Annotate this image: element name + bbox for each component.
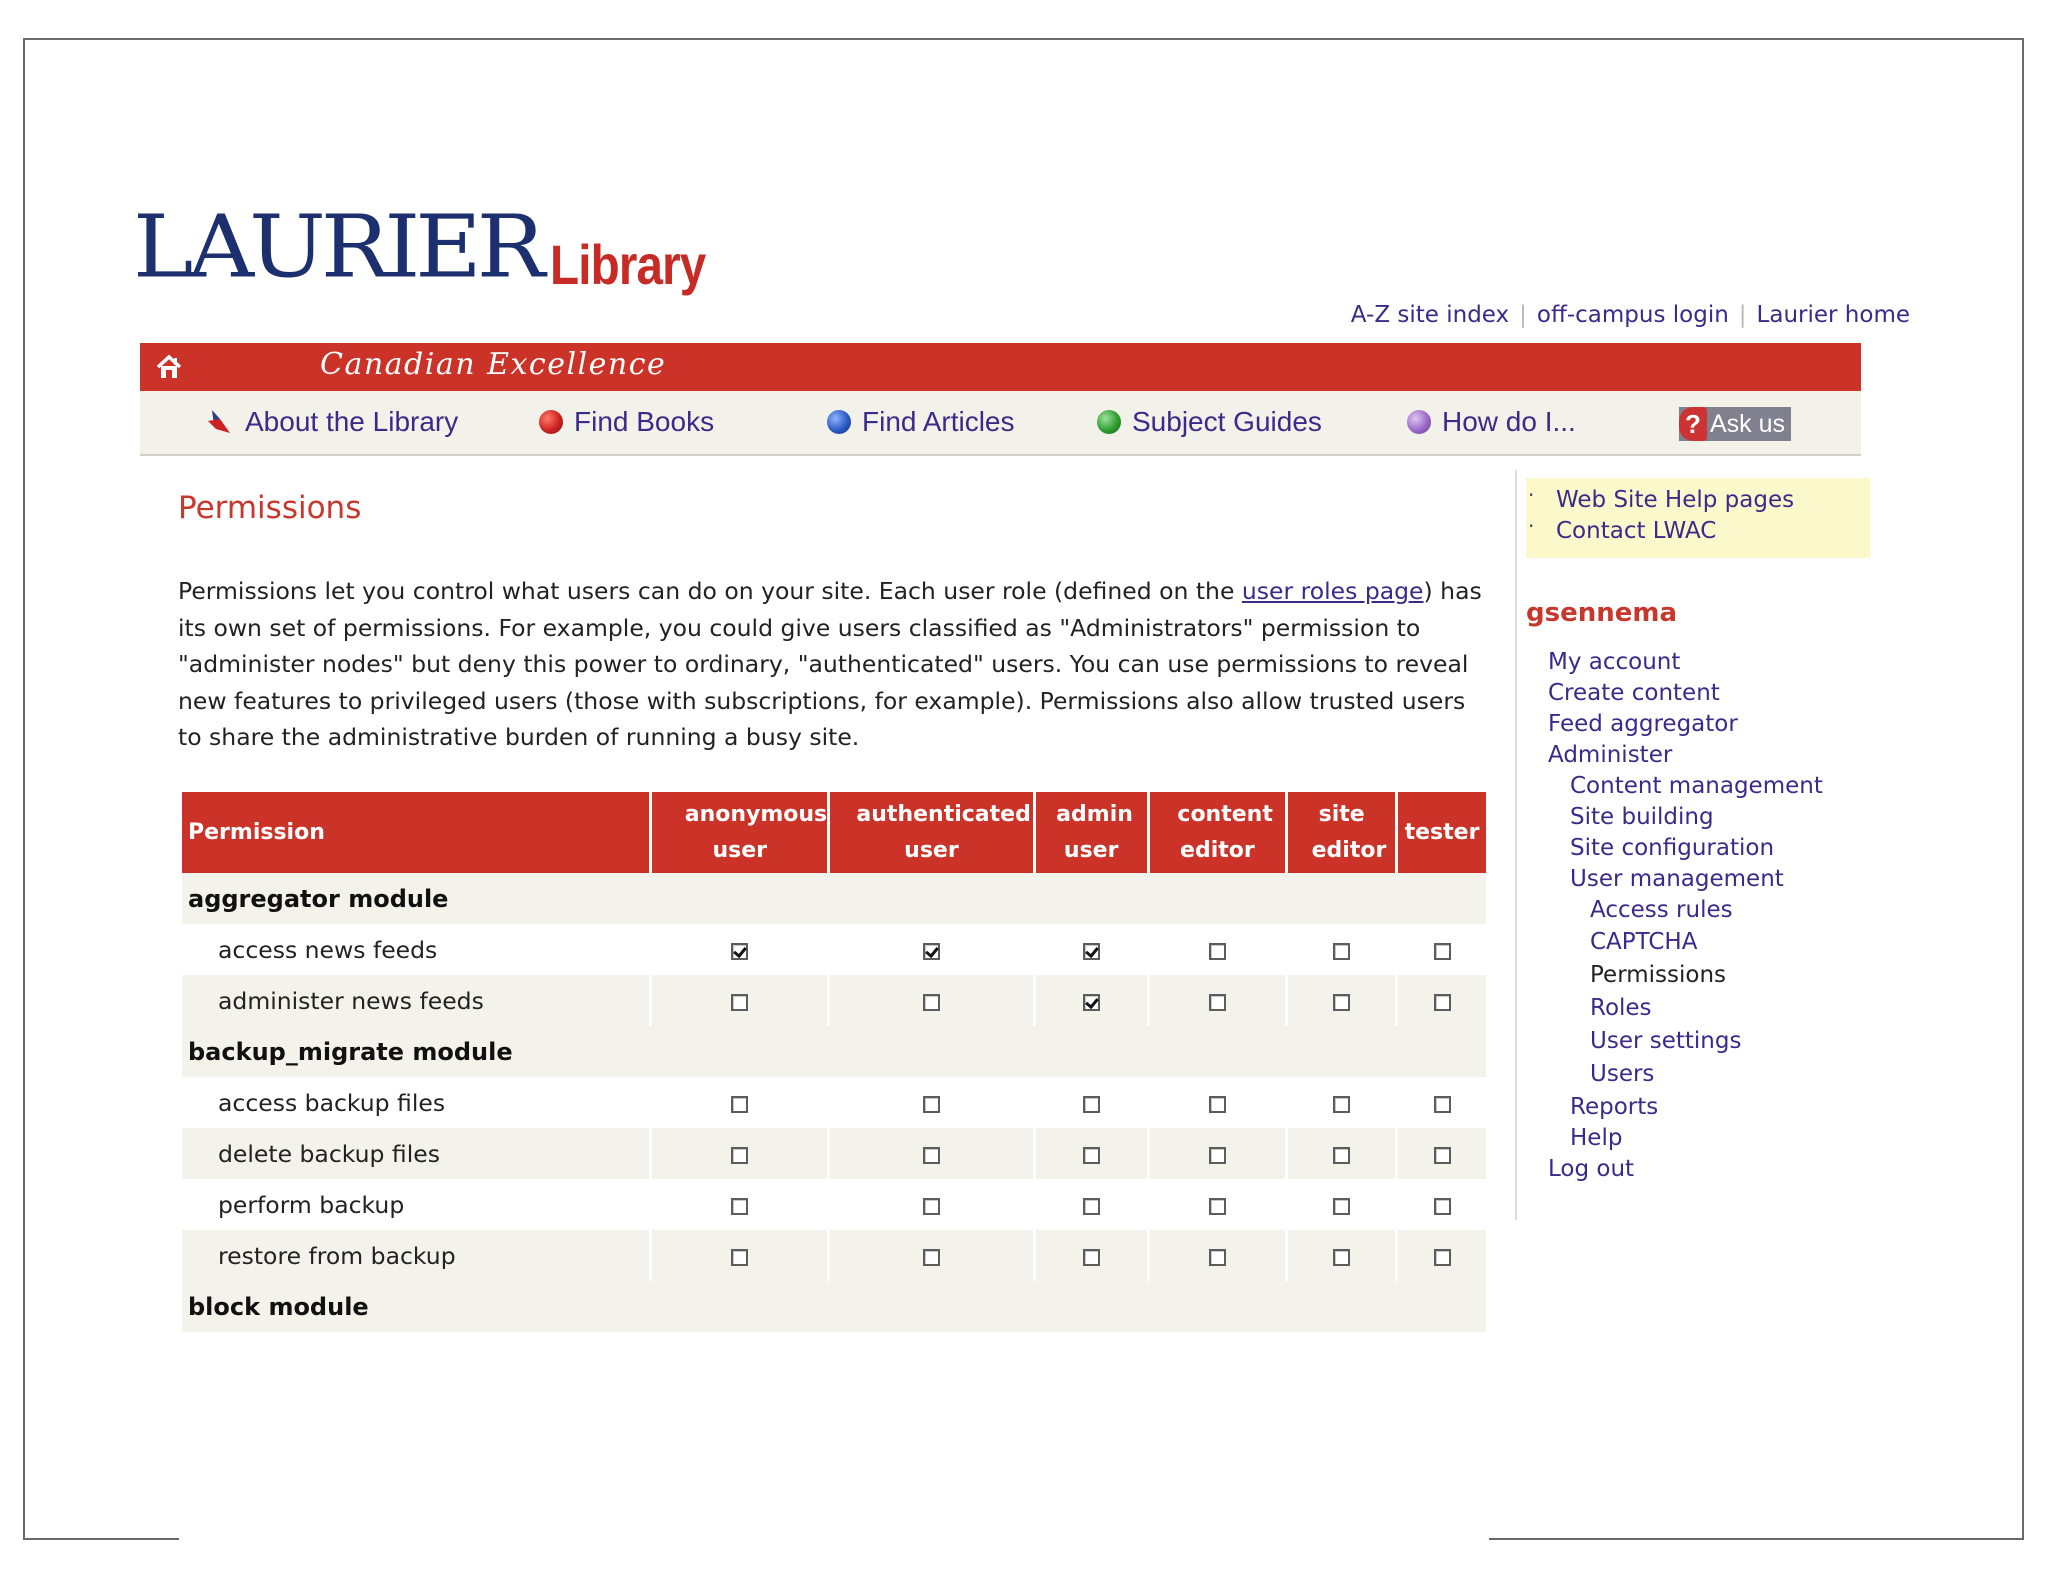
permission-cell bbox=[830, 924, 1033, 975]
bullet-icon: · bbox=[1528, 514, 1535, 538]
table-reflection bbox=[179, 1330, 1489, 1540]
nav-find-books[interactable] bbox=[539, 406, 714, 438]
menu-item-log-out[interactable]: Log out bbox=[1548, 1156, 1635, 1182]
menu-item-site-building[interactable]: Site building bbox=[1570, 804, 1714, 830]
checkbox-admin-user[interactable] bbox=[1083, 1198, 1100, 1215]
checkbox-content-editor[interactable] bbox=[1209, 1249, 1226, 1266]
checkbox-site-editor[interactable] bbox=[1333, 1096, 1350, 1113]
permission-cell bbox=[1398, 1179, 1486, 1230]
menu-item-captcha[interactable]: CAPTCHA bbox=[1590, 929, 1698, 955]
off-campus-login-link[interactable]: off-campus login bbox=[1536, 302, 1729, 328]
checkbox-site-editor[interactable] bbox=[1333, 994, 1350, 1011]
permission-row bbox=[182, 975, 1486, 1026]
checkbox-authenticated-user[interactable] bbox=[923, 943, 940, 960]
checkbox-tester[interactable] bbox=[1434, 1198, 1451, 1215]
nav-subject-guides[interactable] bbox=[1097, 406, 1322, 438]
username-heading: gsennema bbox=[1526, 598, 1678, 628]
permission-cell bbox=[830, 1179, 1033, 1230]
permission-cell bbox=[830, 1230, 1033, 1281]
permission-cell bbox=[652, 1077, 827, 1128]
permission-cell bbox=[1398, 924, 1486, 975]
home-icon[interactable] bbox=[154, 352, 184, 382]
intro-text: Permissions let you control what users can do on your site. Each user role (defined on the bbox=[178, 577, 1242, 605]
permission-cell bbox=[1288, 1230, 1395, 1281]
menu-item-my-account[interactable]: My account bbox=[1548, 649, 1681, 675]
permission-cell bbox=[1036, 1230, 1147, 1281]
utility-links bbox=[1351, 302, 1910, 328]
nav-label: Subject Guides bbox=[1132, 406, 1322, 437]
permission-cell bbox=[1036, 924, 1147, 975]
checkbox-tester[interactable] bbox=[1434, 1096, 1451, 1113]
nav-about-the-library[interactable] bbox=[206, 406, 458, 438]
permission-cell bbox=[830, 975, 1033, 1026]
permission-name: delete backup files bbox=[182, 1128, 649, 1179]
checkbox-anonymous-user[interactable] bbox=[731, 1096, 748, 1113]
library-icon bbox=[206, 407, 234, 437]
column-header-admin-user: admin user bbox=[1036, 792, 1147, 873]
menu-item-create-content[interactable]: Create content bbox=[1548, 680, 1720, 706]
nav-label: Find Articles bbox=[862, 406, 1015, 437]
permission-cell bbox=[1288, 1077, 1395, 1128]
menu-item-content-management[interactable]: Content management bbox=[1570, 773, 1823, 799]
permission-cell bbox=[1150, 1077, 1286, 1128]
checkbox-site-editor[interactable] bbox=[1333, 1198, 1350, 1215]
permission-cell bbox=[1150, 1179, 1286, 1230]
permission-row bbox=[182, 1077, 1486, 1128]
menu-item-users[interactable]: Users bbox=[1590, 1061, 1655, 1087]
nav-find-articles[interactable] bbox=[827, 406, 1015, 438]
module-name: block module bbox=[182, 1281, 1486, 1332]
module-name: aggregator module bbox=[182, 873, 1486, 924]
help-links-box bbox=[1526, 478, 1870, 558]
menu-item-help[interactable]: Help bbox=[1570, 1125, 1623, 1151]
column-header-content-editor: content editor bbox=[1150, 792, 1286, 873]
menu-item-reports[interactable]: Reports bbox=[1570, 1094, 1659, 1120]
checkbox-content-editor[interactable] bbox=[1209, 1096, 1226, 1113]
permission-cell bbox=[1288, 975, 1395, 1026]
table-header-row bbox=[182, 792, 1486, 873]
checkbox-tester[interactable] bbox=[1434, 1147, 1451, 1164]
permission-cell bbox=[1288, 1179, 1395, 1230]
permission-cell bbox=[652, 1128, 827, 1179]
tagline: Canadian Excellence bbox=[320, 347, 667, 382]
checkbox-admin-user[interactable] bbox=[1083, 943, 1100, 960]
menu-item-feed-aggregator[interactable]: Feed aggregator bbox=[1548, 711, 1738, 737]
permission-cell bbox=[1150, 975, 1286, 1026]
permission-cell bbox=[1150, 1128, 1286, 1179]
checkbox-anonymous-user[interactable] bbox=[731, 1249, 748, 1266]
permission-cell bbox=[1398, 1128, 1486, 1179]
permission-cell bbox=[830, 1077, 1033, 1128]
permission-name: restore from backup bbox=[182, 1230, 649, 1281]
nav-how-do-i[interactable] bbox=[1407, 406, 1576, 438]
column-header-anonymous-user: anonymous user bbox=[652, 792, 827, 873]
menu-item-site-configuration[interactable]: Site configuration bbox=[1570, 835, 1775, 861]
checkbox-admin-user[interactable] bbox=[1083, 1249, 1100, 1266]
bullet-icon: · bbox=[1528, 483, 1535, 507]
permission-cell bbox=[1036, 1128, 1147, 1179]
checkbox-site-editor[interactable] bbox=[1333, 1147, 1350, 1164]
module-name: backup_migrate module bbox=[182, 1026, 1486, 1077]
checkbox-content-editor[interactable] bbox=[1209, 1198, 1226, 1215]
column-header-tester: tester bbox=[1398, 792, 1486, 873]
module-row bbox=[182, 1281, 1486, 1332]
checkbox-site-editor[interactable] bbox=[1333, 1249, 1350, 1266]
permission-row bbox=[182, 1128, 1486, 1179]
checkbox-content-editor[interactable] bbox=[1209, 1147, 1226, 1164]
permission-name: administer news feeds bbox=[182, 975, 649, 1026]
permission-cell bbox=[1150, 924, 1286, 975]
page-title: Permissions bbox=[178, 490, 362, 526]
checkbox-anonymous-user[interactable] bbox=[731, 1198, 748, 1215]
nav-label: Find Books bbox=[574, 406, 715, 437]
separator: | bbox=[1519, 302, 1527, 328]
checkbox-content-editor[interactable] bbox=[1209, 994, 1226, 1011]
checkbox-admin-user[interactable] bbox=[1083, 994, 1100, 1011]
permission-cell bbox=[1288, 924, 1395, 975]
checkbox-admin-user[interactable] bbox=[1083, 1147, 1100, 1164]
checkbox-anonymous-user[interactable] bbox=[731, 1147, 748, 1164]
permission-cell bbox=[1288, 1128, 1395, 1179]
checkbox-site-editor[interactable] bbox=[1333, 943, 1350, 960]
checkbox-authenticated-user[interactable] bbox=[923, 1147, 940, 1164]
permission-cell bbox=[652, 924, 827, 975]
module-row bbox=[182, 873, 1486, 924]
checkbox-anonymous-user[interactable] bbox=[731, 943, 748, 960]
checkbox-authenticated-user[interactable] bbox=[923, 1249, 940, 1266]
checkbox-authenticated-user[interactable] bbox=[923, 1096, 940, 1113]
main-navigation bbox=[140, 391, 1861, 456]
intro-text: ) has its own set of permissions. For example, you could give users classified as "Administrators" permission to "administer nodes" but deny this power to ordinary, "authenticated" users. You can use permissions to reveal new features to privileged users (those with subscriptions, for example). Permissions also allow trusted users to share the administrative burden of running a busy site. bbox=[178, 577, 1482, 752]
az-site-index-link[interactable]: A-Z site index bbox=[1350, 302, 1510, 328]
column-header-authenticated-user: authenticated user bbox=[830, 792, 1033, 873]
checkbox-admin-user[interactable] bbox=[1083, 1096, 1100, 1113]
red-banner bbox=[140, 343, 1861, 391]
column-header-permission: Permission bbox=[182, 792, 649, 873]
permission-name: perform backup bbox=[182, 1179, 649, 1230]
menu-item-user-management[interactable]: User management bbox=[1570, 866, 1784, 892]
laurier-home-link[interactable]: Laurier home bbox=[1756, 302, 1910, 328]
menu-item-user-settings[interactable]: User settings bbox=[1590, 1028, 1742, 1054]
red-dot-icon bbox=[539, 410, 563, 434]
contact-lwac-link[interactable]: Contact LWAC bbox=[1556, 518, 1717, 544]
permission-cell bbox=[1036, 1077, 1147, 1128]
column-header-site-editor: site editor bbox=[1288, 792, 1395, 873]
menu-item-permissions[interactable]: Permissions bbox=[1590, 962, 1727, 988]
permission-cell bbox=[1150, 1230, 1286, 1281]
user-roles-page-link[interactable]: user roles page bbox=[1241, 577, 1424, 605]
permission-cell bbox=[1398, 975, 1486, 1026]
menu-item-administer[interactable]: Administer bbox=[1548, 742, 1673, 768]
menu-item-roles[interactable]: Roles bbox=[1590, 995, 1652, 1021]
permission-row bbox=[182, 1230, 1486, 1281]
permission-row bbox=[182, 924, 1486, 975]
permission-row bbox=[182, 1179, 1486, 1230]
permission-name: access news feeds bbox=[182, 924, 649, 975]
checkbox-tester[interactable] bbox=[1434, 994, 1451, 1011]
checkbox-authenticated-user[interactable] bbox=[923, 1198, 940, 1215]
blue-dot-icon bbox=[827, 410, 851, 434]
permission-cell bbox=[652, 1179, 827, 1230]
purple-dot-icon bbox=[1407, 410, 1431, 434]
permission-cell bbox=[1036, 1179, 1147, 1230]
permission-cell bbox=[652, 1230, 827, 1281]
question-icon: ? bbox=[1679, 407, 1707, 441]
green-dot-icon bbox=[1097, 410, 1121, 434]
checkbox-anonymous-user[interactable] bbox=[731, 994, 748, 1011]
nav-label: About the Library bbox=[245, 406, 459, 437]
permissions-table bbox=[179, 792, 1489, 1332]
separator: | bbox=[1738, 302, 1747, 328]
permission-cell bbox=[1398, 1230, 1486, 1281]
ask-us-button[interactable] bbox=[1679, 407, 1791, 441]
laurier-library-logo[interactable] bbox=[133, 195, 733, 298]
checkbox-tester[interactable] bbox=[1434, 943, 1451, 960]
intro-paragraph bbox=[178, 573, 1488, 756]
web-site-help-pages-link[interactable]: Web Site Help pages bbox=[1556, 487, 1795, 513]
checkbox-tester[interactable] bbox=[1434, 1249, 1451, 1266]
logo-main-text: LAURIER bbox=[133, 197, 541, 298]
nav-label: How do I... bbox=[1442, 406, 1576, 437]
sidebar-divider bbox=[1515, 470, 1517, 1220]
checkbox-content-editor[interactable] bbox=[1209, 943, 1226, 960]
permission-cell bbox=[830, 1128, 1033, 1179]
permission-cell bbox=[1036, 975, 1147, 1026]
permission-cell bbox=[1398, 1077, 1486, 1128]
module-row bbox=[182, 1026, 1486, 1077]
logo-sub-text: Library bbox=[550, 233, 706, 296]
ask-us-label: Ask us bbox=[1710, 409, 1786, 438]
permission-cell bbox=[652, 975, 827, 1026]
permission-name: access backup files bbox=[182, 1077, 649, 1128]
menu-item-access-rules[interactable]: Access rules bbox=[1590, 897, 1733, 923]
checkbox-authenticated-user[interactable] bbox=[923, 994, 940, 1011]
